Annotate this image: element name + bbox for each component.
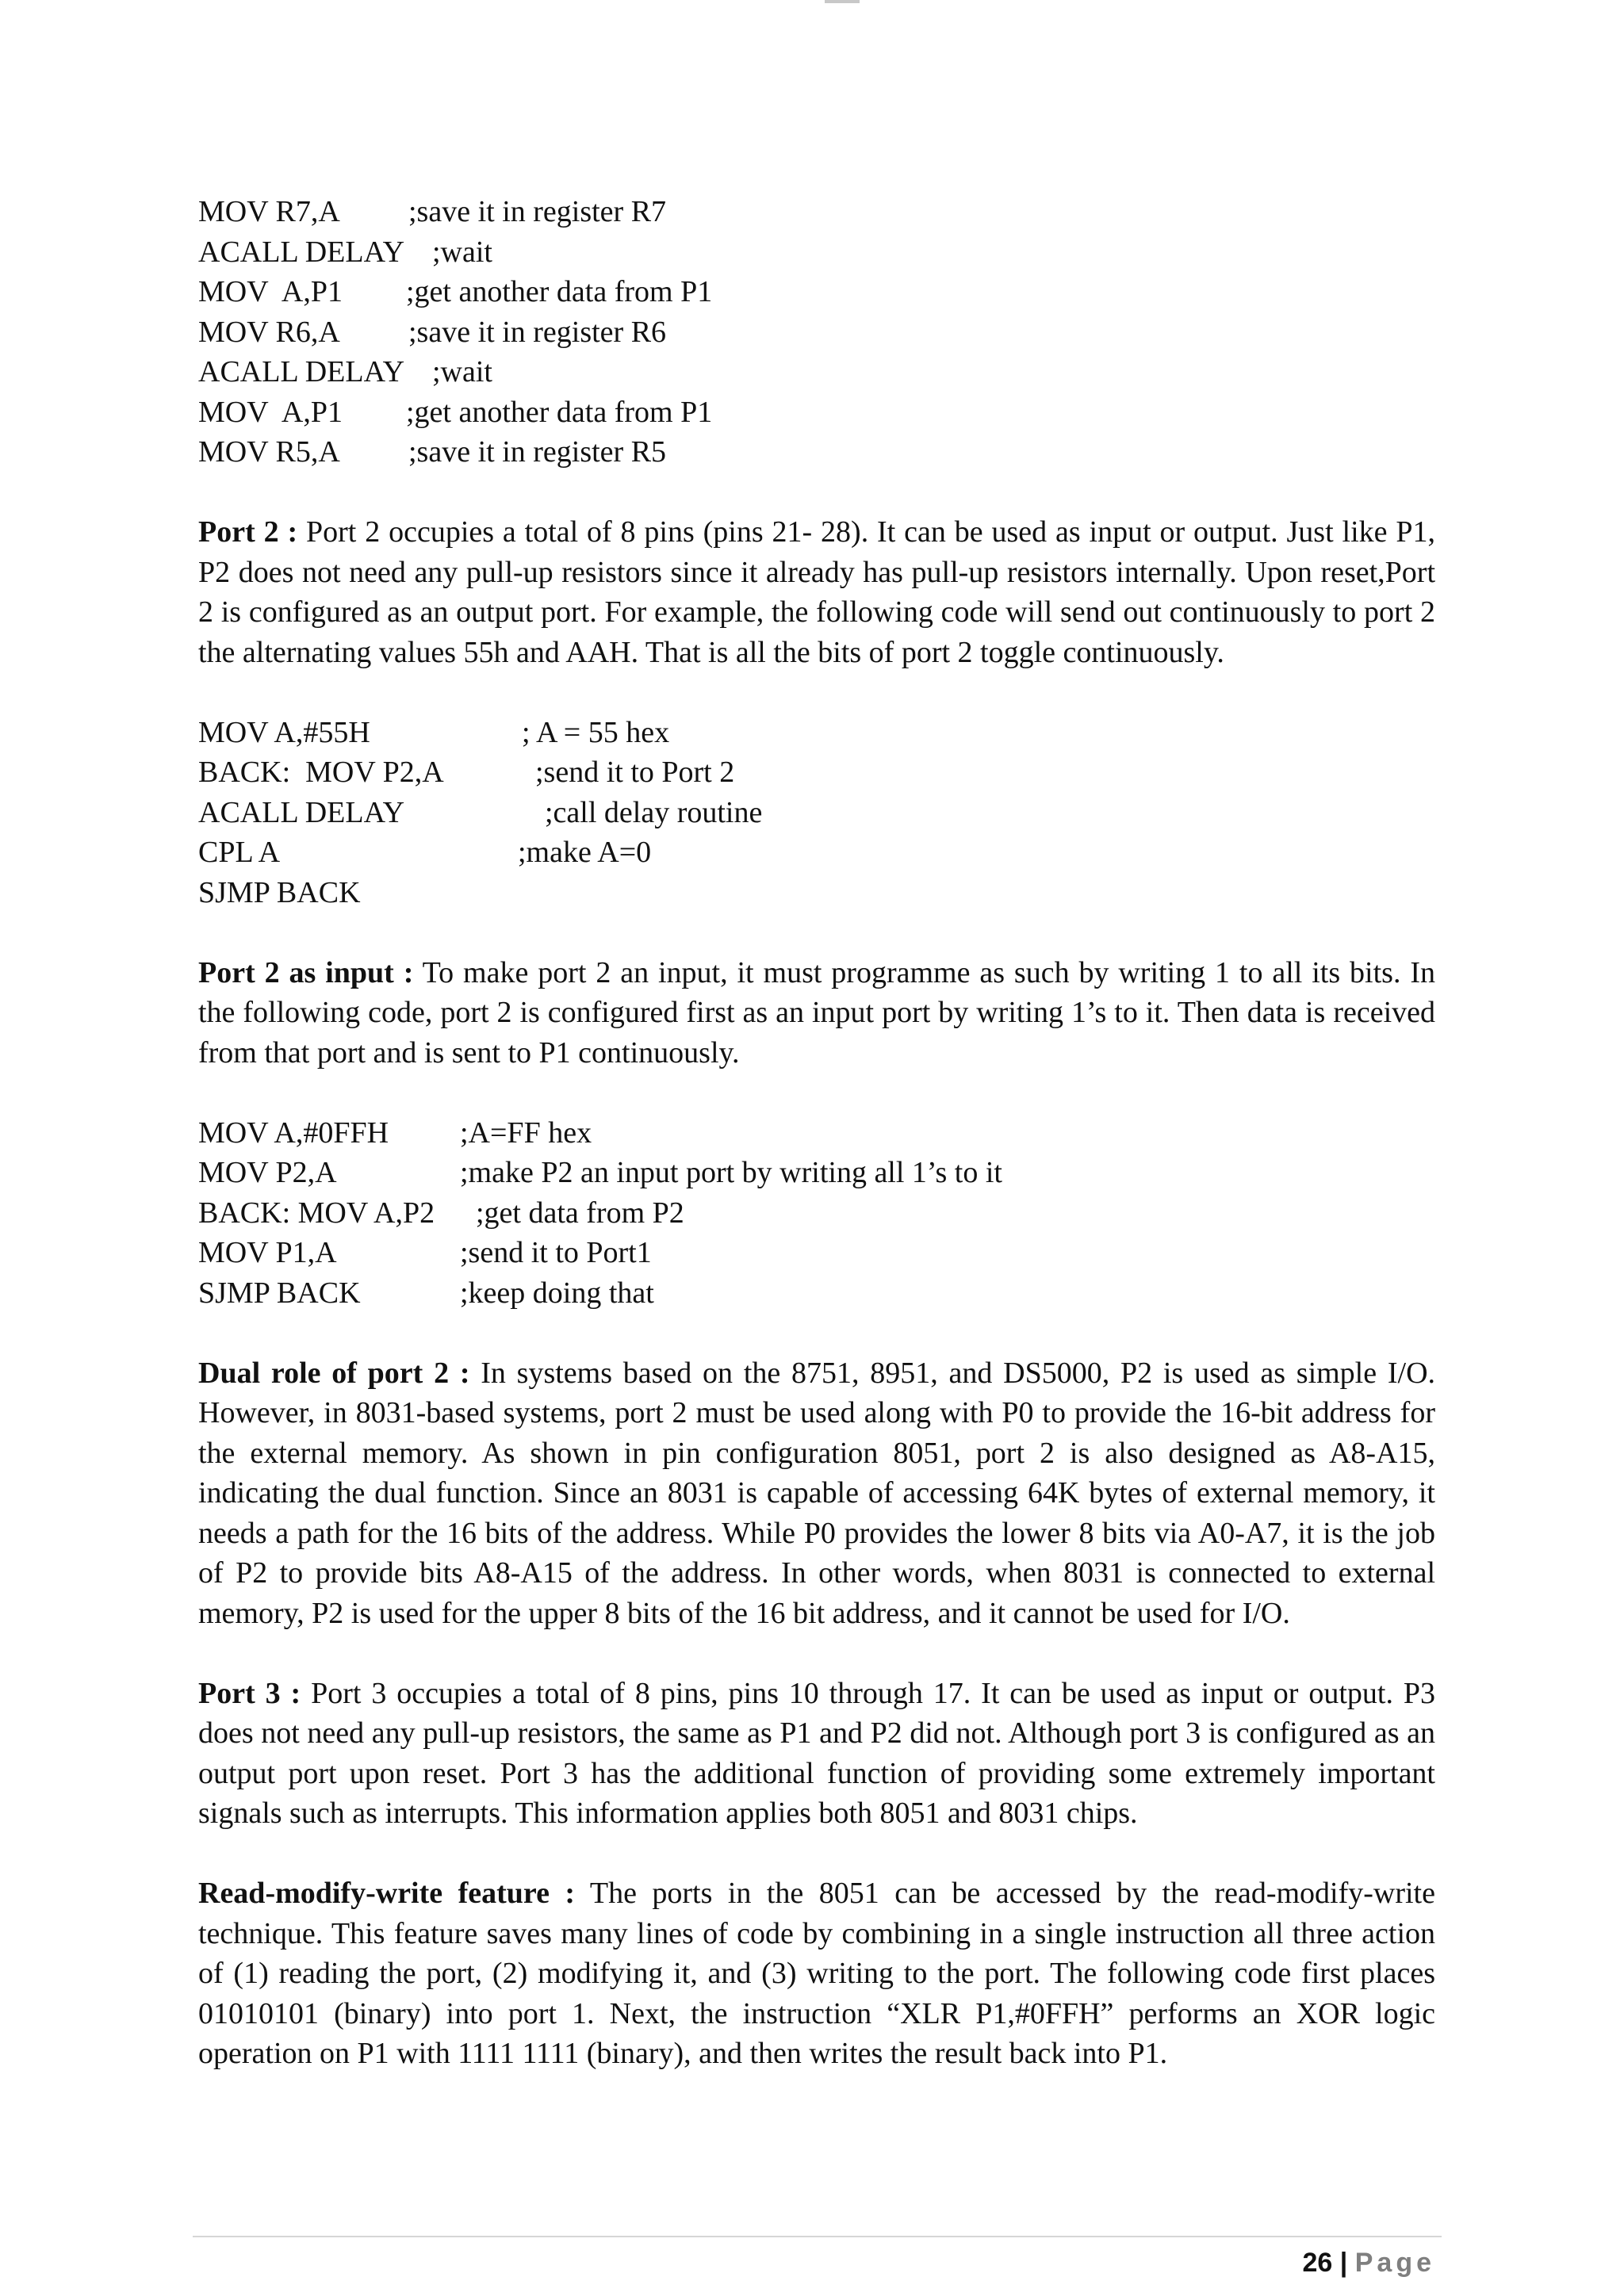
- spacer: [198, 1834, 1435, 1874]
- code-line: [198, 713, 1435, 753]
- code-instruction: ACALL DELAY: [198, 235, 405, 269]
- rmw-text: The ports in the 8051 can be accessed by the read-modify-write technique. This feature saves many lines of code by combining in a single instruction all three action of (1) reading the port, (2) modifying it, and (3) writing to the port. The following code first places 01010101 (binary) into port 1. Next, the instruction “XLR P1,#0FFH” performs an XOR logic operation on P1 with 1111 1111 (binary), and then writes the result back into P1.: [198, 1877, 1435, 2070]
- code-instruction: MOV P1,A: [198, 1236, 337, 1269]
- code-line: [198, 1193, 1435, 1234]
- code-comment: ;save it in register R6: [408, 315, 667, 349]
- code-block-2: [198, 713, 1435, 913]
- code-instruction: BACK: MOV A,P2: [198, 1196, 435, 1230]
- top-edge-mark: [825, 0, 860, 3]
- code-comment: ;save it in register R5: [408, 435, 667, 469]
- rmw-paragraph: [198, 1873, 1435, 2074]
- code-line: [198, 312, 1435, 353]
- footer-separator: |: [1339, 2248, 1348, 2278]
- code-line: [198, 392, 1435, 433]
- code-instruction: BACK: MOV P2,A: [198, 756, 444, 789]
- code-line: [198, 232, 1435, 273]
- code-comment: ;get data from P2: [476, 1196, 684, 1230]
- code-instruction: MOV A,#0FFH: [198, 1115, 389, 1150]
- code-block-3: [198, 1113, 1435, 1314]
- code-instruction: SJMP BACK: [198, 875, 361, 909]
- code-instruction: MOV A,#55H: [198, 715, 370, 749]
- code-line: [198, 432, 1435, 473]
- code-instruction: CPL A: [198, 836, 281, 869]
- page-label: Page: [1354, 2248, 1435, 2278]
- page-content: [198, 192, 1435, 2074]
- code-instruction: MOV R7,A: [198, 195, 340, 228]
- port2-input-paragraph: [198, 953, 1435, 1073]
- page-footer: [1302, 2245, 1435, 2280]
- spacer: [198, 473, 1435, 513]
- code-line: [198, 272, 1435, 312]
- port2-input-heading: Port 2 as input :: [198, 955, 414, 989]
- code-line: [198, 352, 1435, 392]
- port3-paragraph: [198, 1674, 1435, 1834]
- code-instruction: MOV R5,A: [198, 435, 340, 469]
- code-line: [198, 1113, 1435, 1154]
- spacer: [198, 1073, 1435, 1113]
- spacer: [198, 913, 1435, 953]
- page-number: 26: [1302, 2248, 1333, 2278]
- code-comment: ;wait: [432, 355, 492, 388]
- rmw-heading: Read-modify-write feature :: [198, 1877, 576, 1910]
- port3-heading: Port 3 :: [198, 1676, 301, 1710]
- code-instruction: ACALL DELAY: [198, 355, 405, 388]
- code-comment: ;send it to Port 2: [535, 756, 735, 789]
- code-line: [198, 793, 1435, 833]
- spacer: [198, 1633, 1435, 1674]
- code-line: [198, 192, 1435, 232]
- code-comment: ;make A=0: [518, 836, 652, 869]
- dual-role-heading: Dual role of port 2 :: [198, 1356, 470, 1390]
- code-instruction: MOV A,P1: [198, 275, 343, 308]
- code-line: [198, 832, 1435, 873]
- code-comment: ;keep doing that: [460, 1276, 654, 1310]
- code-comment: ;A=FF hex: [460, 1115, 592, 1150]
- dual-role-text: In systems based on the 8751, 8951, and DS5000, P2 is used as simple I/O. However, in 8031-based systems, port 2 must be used along with P0 to provide the 16-bit address for the external memory. As shown in pin configuration 8051, port 2 is also designed as A8-A15, indicating the dual function. Since an 8031 is capable of accessing 64K bytes of external memory, it needs a path for the 16 bits of the address. While P0 provides the lower 8 bits via A0-A7, it is the job of P2 to provide bits A8-A15 of the address. In other words, when 8031 is connected to external memory, P2 is used for the upper 8 bits of the 16 bit address, and it cannot be used for I/O.: [198, 1356, 1436, 1630]
- code-instruction: MOV R6,A: [198, 315, 340, 349]
- code-comment: ;make P2 an input port by writing all 1’s to it: [460, 1156, 1002, 1189]
- code-comment: ;get another data from P1: [406, 395, 713, 429]
- footer-rule: [193, 2236, 1442, 2237]
- code-block-1: [198, 192, 1435, 473]
- code-line: [198, 1233, 1435, 1273]
- port2-heading: Port 2 :: [198, 515, 298, 549]
- code-instruction: MOV A,P1: [198, 395, 343, 429]
- code-instruction: SJMP BACK: [198, 1276, 361, 1310]
- port2-text: Port 2 occupies a total of 8 pins (pins 21- 28). It can be used as input or output. Just like P1, P2 does not need any pull-up resistors since it already has pull-up resistors internally. Upon reset,Port 2 is configured as an output port. For example, the following code will send out continuously to port 2 the alternating values 55h and AAH. That is all the bits of port 2 toggle continuously.: [198, 515, 1435, 669]
- spacer: [198, 1313, 1435, 1353]
- code-comment: ; A = 55 hex: [522, 715, 670, 749]
- code-line: [198, 752, 1435, 793]
- code-line: [198, 873, 1435, 913]
- port2-paragraph: [198, 512, 1435, 672]
- spacer: [198, 672, 1435, 713]
- code-line: [198, 1153, 1435, 1193]
- code-comment: ;wait: [432, 235, 492, 269]
- code-comment: ;save it in register R7: [408, 195, 667, 228]
- code-comment: ;call delay routine: [545, 795, 763, 829]
- code-instruction: MOV P2,A: [198, 1156, 337, 1189]
- code-comment: ;get another data from P1: [406, 275, 713, 308]
- code-comment: ;send it to Port1: [460, 1236, 652, 1269]
- code-instruction: ACALL DELAY: [198, 795, 405, 829]
- port3-text: Port 3 occupies a total of 8 pins, pins 10 through 17. It can be used as input or output. P3 does not need any pull-up resistors, the same as P1 and P2 did not. Although port 3 is configured as an output port upon reset. Port 3 has the additional function of providing some extremely important signals such as interrupts. This information applies both 8051 and 8031 chips.: [198, 1676, 1436, 1830]
- dual-role-paragraph: [198, 1353, 1435, 1634]
- code-line: [198, 1273, 1435, 1314]
- port2-input-text: To make port 2 an input, it must programme as such by writing 1 to all its bits. In the following code, port 2 is configured first as an input port by writing 1’s to it. Then data is received from that port and is sent to P1 continuously.: [198, 955, 1435, 1070]
